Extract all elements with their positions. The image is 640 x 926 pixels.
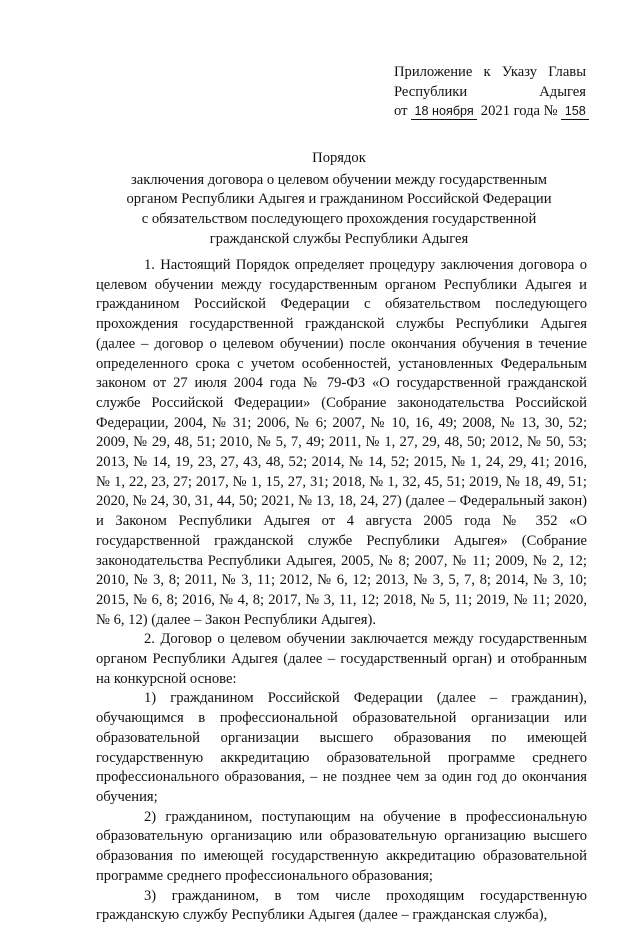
subtitle-line: органом Республики Адыгея и гражданином Российской Федерации xyxy=(126,191,552,208)
document-title-block xyxy=(88,149,590,250)
paragraph-2: 2. Договор о целевом обучении заключается между государственным органом Республики Адыгея (далее – государственный орган) и отобранным на конкурсной основе: xyxy=(96,631,587,687)
decree-date-field: 18 ноября xyxy=(411,104,477,120)
subitem-2: 2) гражданином, поступающим на обучение в профессиональную образовательную организацию или образовательную организацию высшего образования по имеющей государственную аккредитацию образовательной программе среднего профессионального образования; xyxy=(96,808,587,884)
subtitle-line: с обязательством последующего прохождения государственной xyxy=(141,211,537,228)
subitem-3: 3) гражданином, в том числе проходящим государственную гражданскую службу Республики Адыгея (далее – гражданская служба), xyxy=(96,887,587,924)
year-number-label: 2021 года № xyxy=(480,103,558,120)
date-prefix: от xyxy=(394,103,408,120)
appendix-line-2: Республики Адыгея xyxy=(394,83,586,100)
appendix-line-3 xyxy=(394,102,586,122)
appendix-header xyxy=(394,63,586,122)
subtitle-line: гражданской службы Республики Адыгея xyxy=(209,230,469,247)
subtitle-line: заключения договора о целевом обучении между государственным xyxy=(130,171,548,188)
document-title: Порядок xyxy=(312,150,366,166)
subitem-1: 1) гражданином Российской Федерации (далее – гражданин), обучающимся в профессиональной образовательной организации или образовательной организации высшего образования по имеющей государственную аккредитацию образовательной программе среднего профессионального образования, – не позднее чем за один год до окончания обучения; xyxy=(96,690,587,805)
document-body xyxy=(96,256,587,926)
paragraph-1: 1. Настоящий Порядок определяет процедуру заключения договора о целевом обучении между государственным органом Республики Адыгея и гражданином Российской Федерации с обязательством последующего прохождения государственной гражданской службы Республики Адыгея (далее – договор о целевом обучении) после окончания обучения в течение определенного срока с учетом особенностей, установленных Федеральным законом от 27 июля 2004 года № 79-ФЗ «О государственной гражданской службе Российской Федерации» (Собрание законодательства Российской Федерации, 2004, № 31; 2006, № 6; 2007, № 10, 16, 49; 2008, № 13, 30, 52; 2009, № 29, 48, 51; 2010, № 5, 7, 49; 2011, № 1, 27, 29, 48, 50; 2012, № 50, 53; 2013, № 14, 19, 23, 27, 43, 48, 52; 2014, № 14, 52; 2015, № 1, 24, 29, 41; 2016, № 1, 22, 23, 27; 2017, № 1, 15, 27, 31; 2018, № 1, 32, 45, 51; 2019, № 18, 49, 51; 2020, № 24, 30, 31, 44, 50; 2021, № 13, 18, 24, 27) (далее – Федеральный закон) и Законом Республики Адыгея от 4 августа 2005 года № 352 «О государственной гражданской службе Республики Адыгея» (Собрание законодательства Республики Адыгея, 2005, № 8; 2007, № 11; 2009, № 2, 12; 2010, № 3, 8; 2011, № 3, 11; 2012, № 6, 12; 2013, № 3, 5, 7, 8; 2014, № 3, 10; 2015, № 6, 8; 2016, № 4, 8; 2017, № 3, 11, 12; 2018, № 5, 11; 2019, № 11; 2020, № 6, 12) (далее – Закон Республики Адыгея). xyxy=(96,257,587,628)
decree-number-field: 158 xyxy=(561,104,589,120)
appendix-line-1: Приложение к Указу Главы xyxy=(394,64,586,80)
